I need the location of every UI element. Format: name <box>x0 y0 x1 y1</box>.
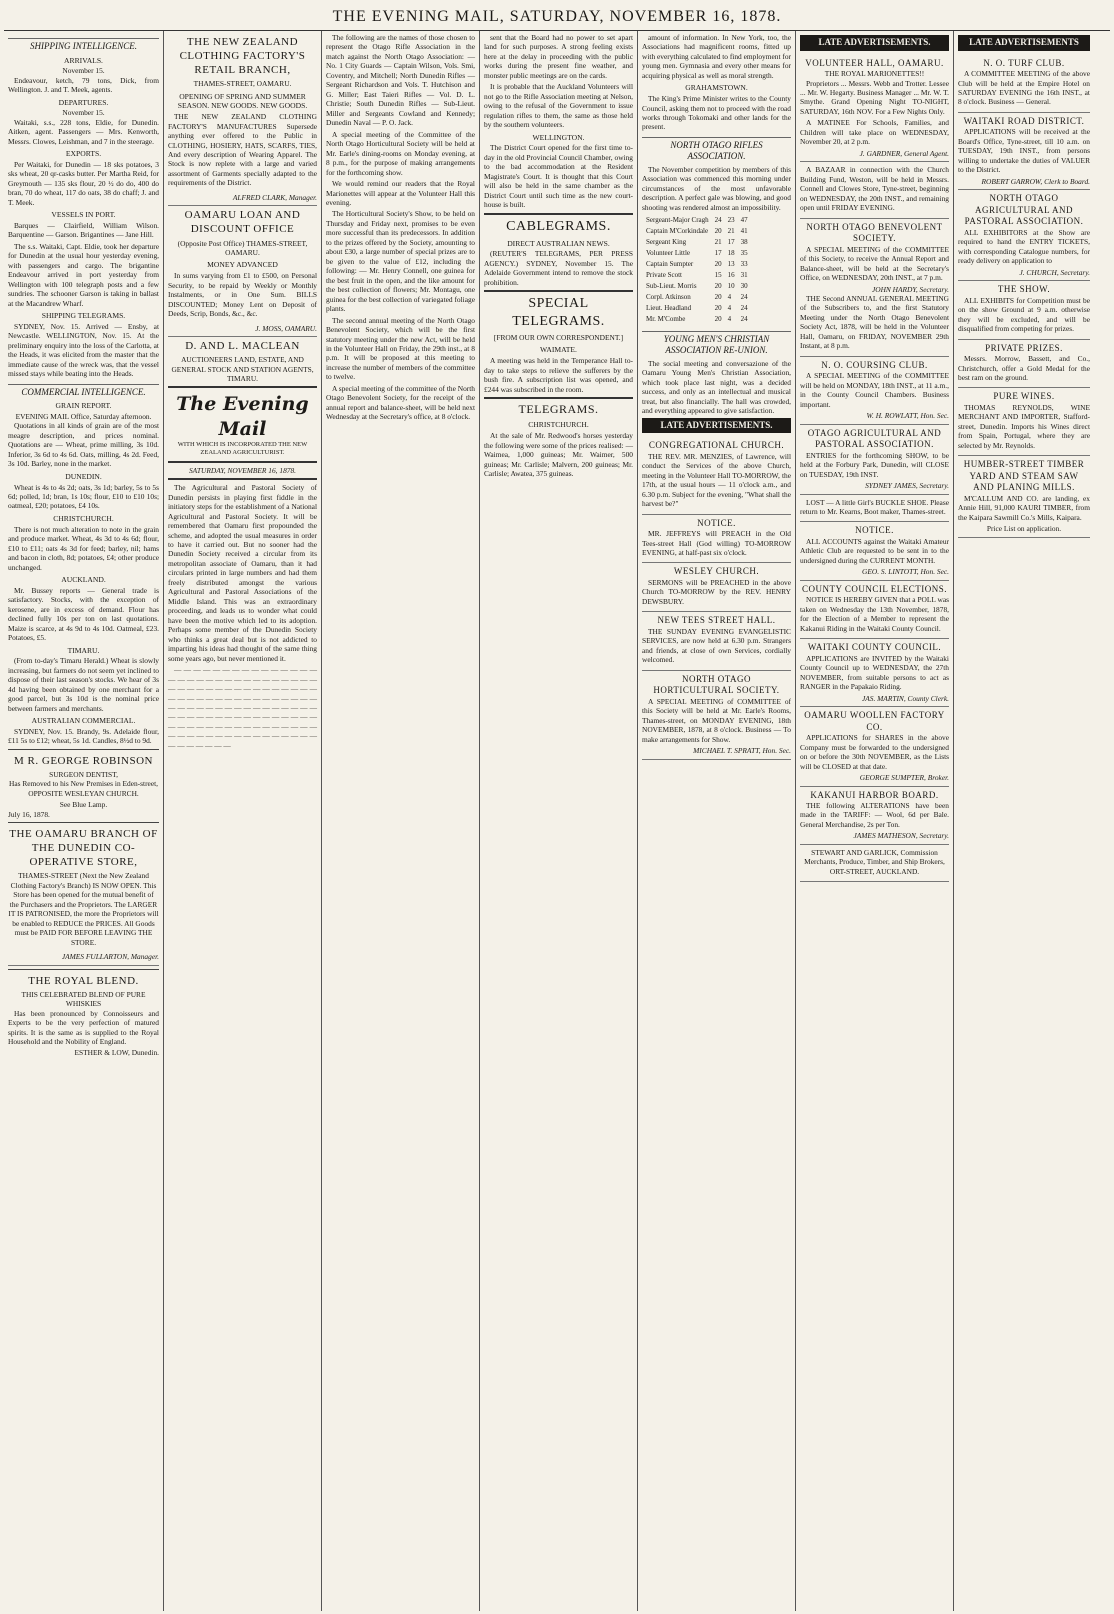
column-2 <box>164 31 322 1611</box>
robinson-sub: SURGEON DENTIST, <box>49 769 118 779</box>
score-cell-b: 10 <box>727 282 735 291</box>
wellington-heading: WELLINGTON. <box>532 132 585 142</box>
christchurch-telegram-heading: CHRISTCHURCH. <box>528 420 589 430</box>
benevolent-meeting-text: THE Second ANNUAL GENERAL MEETING of the Subscribers to, and the first Statutory Meeting under the North Otago Benevolent Society Act, 1878, will be held in the Volunteer Hall, Oamaru, on FRIDAY, NOVEMBER 29th Instant, at 8 p.m. <box>800 293 949 351</box>
score-cell-a: 20 <box>714 303 722 312</box>
waimate-heading: WAIMATE. <box>540 345 577 355</box>
col4-paragraph-1: sent that the Board had no power to set apart land for such purposes. A strong feeling exists here at the delay in proceeding with the public works during the present fine weather, and monster public meetings are on the cards. <box>484 33 633 80</box>
departures-heading: DEPARTURES. <box>58 97 109 107</box>
score-cell-a: 24 <box>714 216 722 225</box>
vessels-text: Barques — Clairfield, William Wilson. Barquentine — Garson. Brigantines — Jane Hill. <box>8 221 159 240</box>
road-heading: WAITAKI ROAD DISTRICT. <box>963 115 1085 126</box>
coop-text: THAMES-STREET (Next the New Zealand Clothing Factory's Branch) IS NOW OPEN. This Store has been opened for the mutual benefit of the Purchasers and the Proprietors. The LARGER IT IS PATRONISED, the more the Proprietors will be enabled to REDUCE the PRICES. All Goods must be PAID FOR BEFORE LEAVING THE STORE. <box>8 871 159 947</box>
horticultural-sign: MICHAEL T. SPRATT, Hon. Sec. <box>693 746 791 756</box>
lost-text: LOST — A little Girl's BUCKLE SHOE. Please return to Mr. Kearns, Boot maker, Thames-street. <box>800 497 949 517</box>
prizes-heading: PRIVATE PRIZES. <box>985 342 1063 353</box>
score-cell-b: 4 <box>727 314 732 323</box>
christchurch-telegram-text: At the sale of Mr. Redwood's horses yesterday the following were some of the prices realised: — Waimea, 1,000 guineas; Mr. Waimer, 500 guineas; Mr. Carlisle; Malvern, 200 guineas; Mr. Carlisle; Awatea, 375 guineas. <box>484 431 633 479</box>
shipping-heading: SHIPPING INTELLIGENCE. <box>8 38 159 53</box>
score-cell-b: 21 <box>727 227 735 236</box>
col3-paragraph-3: We would remind our readers that the Royal Marionettes will appear at the Volunteer Hall this evening. <box>326 179 475 207</box>
score-cell-c: 24 <box>740 292 748 301</box>
score-cell-a: 17 <box>714 249 722 258</box>
rifles-text: The November competition by members of this Association was commenced this morning under circumstances of the most unfavorable description. A perfect gale was blowing, and good shooting was rendered almost an impossibility. <box>642 164 791 212</box>
nz-clothing-text: THE NEW ZEALAND CLOTHING FACTORY'S MANUFACTURES Supersede anything ever offered to the Public in CLOTHING, HOSIERY, HATS, SCARFS, TIES, And every description of Wearing Apparel. The Stock is now replete with a large and varied assortment of Garments specially adapted to the requirements of the District. <box>168 112 317 188</box>
column-1 <box>4 31 164 1611</box>
marionettes-heading: THE ROYAL MARIONETTES!! <box>824 69 925 79</box>
blend-heading: THE ROYAL BLEND. <box>28 974 139 987</box>
show-text: ALL EXHIBITS for Competition must be on the show Ground at 9 a.m. otherwise they will be excluded, and will be disqualified from competing for prizes. <box>958 295 1090 334</box>
score-cell-c: 47 <box>740 216 748 225</box>
vessels-heading: VESSELS IN PORT. <box>51 210 116 220</box>
matinee-text: A MATINEE For Schools, Families, and Children will take place on WEDNESDAY, November 20, at 2 p.m. <box>800 118 949 147</box>
harbour-sign: JAMES MATHESON, Secretary. <box>853 831 949 841</box>
marionettes-sign: J. GARDNER, General Agent. <box>859 148 949 158</box>
timaru-text: (From to-day's Timaru Herald.) Wheat is slowly increasing, but farmers do not seem yet inclined to dispose of their last season's stocks. We hear of 3s 4d having been obtained by one merchant for a good parcel, but 3s 10d is the nominal price between farmers and merchants. <box>8 656 159 713</box>
late-ads-heading-col6: LATE ADVERTISEMENTS. <box>800 35 949 51</box>
waitaki-council-heading: WAITAKI COUNTY COUNCIL. <box>807 642 942 653</box>
wines-text: THOMAS REYNOLDS, WINE MERCHANT AND IMPORTER, Stafford-street, Dunedin. Imports his Wines direct from Spain, Portugal, where they are selected by Mr. Reynolds. <box>958 402 1090 450</box>
score-row <box>644 315 750 324</box>
columns <box>4 31 1110 1611</box>
score-cell-name: Captain Sumpter <box>646 260 694 269</box>
harbour-heading: KAKANUI HARBOR BOARD. <box>810 789 939 800</box>
cablegrams-sub: DIRECT AUSTRALIAN NEWS. <box>507 238 610 248</box>
column-6 <box>796 31 954 1611</box>
rifles-score-table <box>642 214 752 326</box>
special-telegrams-sub: [FROM OUR OWN CORRESPONDENT.] <box>493 333 624 342</box>
nz-clothing-sub: THAMES-STREET, OAMARU. <box>193 79 292 89</box>
masthead: THE EVENING MAIL, SATURDAY, NOVEMBER 16, 1878. <box>4 6 1110 31</box>
timaru-heading: TIMARU. <box>67 645 100 655</box>
exports-text: Per Waitaki, for Dunedin — 18 sks potatoes, 3 sks wheat, 20 qr-casks butter. Per Martha Reid, for Greymouth — 135 sks flour, 20 ½ do do, 400 do bran, 70 do wheat, 117 do oats, 38 do chaff; J. and T. Meek. <box>8 159 159 207</box>
late-ads-heading-col7: LATE ADVERTISEMENTS <box>958 35 1090 51</box>
loan-heading: OAMARU LOAN AND DISCOUNT OFFICE <box>184 209 301 236</box>
score-row <box>644 238 750 247</box>
editorial-continued: — — — — — — — — — — — — — — — — — — — — — — — — — — — — — — — — — — — — — — — — — — — — — — — — — — — — — — — — — — — — — — — — — — — — — — — — — — — — — — — — — — — — — — — — — — — — — — — — — — — — — — — — — — — — — — — — — — — — — — — — — — — — — — — — — — — — — — <box>168 665 317 750</box>
grain-sub: EVENING MAIL Office, Saturday afternoon. <box>15 412 152 421</box>
notice-text-col6: ALL ACCOUNTS against the Waitaki Amateur Athletic Club are requested to be sent in to the undersigned during the CURRENT MONTH. <box>800 537 949 565</box>
notice-heading-col5: NOTICE. <box>697 517 736 528</box>
vessels-note: The s.s. Waitaki, Capt. Eldie, took her departure for Dunedin at the usual hour yesterday evening, with passengers and cargo. The brigantine Endeavour arrived in port yesterday from Wellington with 100 telegraph posts and a few sundries. The schooner Garson is taking in ballast at the Macandrew Wharf. <box>8 241 159 308</box>
shipping-telegrams-text: SYDNEY, Nov. 15. Arrived — Ensby, at Newcastle. WELLINGTON, Nov. 15. At the preliminary enquiry into the loss of the Carlotta, at the Heads, it was elicited from the master that the immediate cause of the wreck was, that the vessel missed stays while beating into the Heads. <box>8 321 159 379</box>
column-5 <box>638 31 796 1611</box>
coop-sign: JAMES FULLARTON, Manager. <box>61 952 159 962</box>
county-elections-text: NOTICE IS HEREBY GIVEN that a POLL was taken on Wednesday the 13th November, 1878, for the Election of a Member to represent the Kakanui Riding in the Waitaki County Council. <box>800 595 949 633</box>
otago-ag-sign: SYDNEY JAMES, Secretary. <box>865 481 949 491</box>
score-cell-a: 20 <box>714 292 722 301</box>
departures-text: Waitaki, s.s., 228 tons, Eldie, for Dunedin. Aitken, agent. Passengers — Mrs. Kenworth, Messrs. Clowes, Leishman, and 7 in the steerage. <box>8 117 159 146</box>
score-row <box>644 304 750 313</box>
harbour-text: THE following ALTERATIONS have been made in the TARIFF: — Wool, 6d per Bale. General Merchandise, 2s per Ton. <box>800 801 949 829</box>
notice-text-col5: MR. JEFFREYS will PREACH in the Old Tees-street Hall (God willing) TO-MORROW EVENING, at half-past six o'clock. <box>642 529 791 557</box>
telegrams-heading: TELEGRAMS. <box>518 402 599 417</box>
rifles-heading: NORTH OTAGO RIFLES ASSOCIATION. <box>642 137 791 163</box>
robinson-note: See Blue Lamp. <box>59 800 108 810</box>
county-elections-heading: COUNTY COUNCIL ELECTIONS. <box>801 583 948 594</box>
commercial-heading: COMMERCIAL INTELLIGENCE. <box>8 384 159 399</box>
score-cell-name: Sub-Lieut. Morris <box>646 282 697 291</box>
cablegrams-heading: CABLEGRAMS. <box>506 218 611 234</box>
congregational-heading: CONGREGATIONAL CHURCH. <box>648 440 785 451</box>
waitaki-council-sign: JAS. MARTIN, County Clerk. <box>861 693 949 703</box>
nz-clothing-heading: THE NEW ZEALAND CLOTHING FACTORY'S RETAIL BRANCH, <box>179 36 306 77</box>
grahamstown-text: The King's Prime Minister writes to the County Council, asking them not to proceed with the road works through Tokomaki and other lands for the present. <box>642 94 791 132</box>
timber-end: Price List on application. <box>986 524 1062 534</box>
australian-heading: AUSTRALIAN COMMERCIAL. <box>31 716 136 726</box>
turf-heading: N. O. TURF CLUB. <box>983 57 1065 68</box>
score-row <box>644 249 750 258</box>
pastoral-heading: NORTH OTAGO AGRICULTURAL AND PASTORAL ASSOCIATION. <box>964 193 1084 227</box>
prizes-text: Messrs. Morrow, Bassett, and Co., Christchurch, offer a Gold Medal for the best ram on the ground. <box>958 354 1090 382</box>
score-row <box>644 282 750 291</box>
woollen-text: APPLICATIONS for SHARES in the above Company must be forwarded to the undersigned on or before the 30th NOVEMBER, as the Lists will be CLOSED at that date. <box>800 733 949 771</box>
auckland-heading: AUCKLAND. <box>61 575 106 584</box>
ymca-heading: YOUNG MEN'S CHRISTIAN ASSOCIATION RE-UNION. <box>642 331 791 357</box>
score-cell-b: 13 <box>727 260 735 269</box>
column-4 <box>480 31 638 1611</box>
waitaki-council-text: APPLICATIONS are INVITED by the Waitaki County Council up to WEDNESDAY, the 27th NOVEMBER, from suitable persons to act as RANGER in the Papakaio Riding. <box>800 653 949 692</box>
departures-date: November 15. <box>62 108 105 118</box>
score-cell-a: 15 <box>714 271 722 280</box>
wesley-text: SERMONS will be PREACHED in the above Church TO-MORROW by the REV. HENRY DEWSBURY. <box>642 577 791 606</box>
christchurch-text: There is not much alteration to note in the grain and produce market. Wheat, 4s 3d to 4s 6d; flour, £10 to £11; oats 4s 3d for feed; barley, nil; hams and bacon in cloth, 8d; potatoes, £4; other produce unchanged. <box>8 524 159 572</box>
arrivals-heading: ARRIVALS. <box>64 55 103 65</box>
score-cell-name: Sergeant-Major Cragh <box>646 216 709 225</box>
notice-sign-col6: GEO. S. LINTOTT, Hon. Sec. <box>862 567 949 577</box>
pastoral-sign: J. CHURCH, Secretary. <box>1019 267 1090 277</box>
score-cell-a: 20 <box>714 282 722 291</box>
notice-heading-col6: NOTICE. <box>855 525 894 536</box>
pastoral-text: ALL EXHIBITORS at the Show are required to hand the ENTRY TICKETS, with corresponding Catalogue numbers, for ready delivery on application to <box>958 227 1090 266</box>
stewart-text: STEWART AND GARLICK, Commission Merchants, Produce, Timber, and Ship Brokers, ORT-STREET, AUCKLAND. <box>804 847 945 876</box>
waimate-text: A meeting was held in the Temperance Hall to-day to take steps to relieve the sufferers by the bush fire. A subscription list was opened, and £244 was subscribed in the room. <box>484 356 633 394</box>
score-cell-b: 17 <box>727 238 735 247</box>
wesley-heading: WESLEY CHURCH. <box>673 566 760 577</box>
score-cell-name: Lieut. Headland <box>646 303 692 312</box>
score-cell-b: 4 <box>727 303 732 312</box>
benevolent-heading: NORTH OTAGO BENEVOLENT SOCIETY. <box>806 221 943 244</box>
road-text: APPLICATIONS will be received at the Board's Office, Tyne-street, till 10 a.m. on TUESDAY, 19th INST., from persons willing to undertake the duties of VALUER to the District. <box>958 127 1090 175</box>
grain-text: Quotations in all kinds of grain are of the most meagre description, and prices nominal. Quotations are — Wheat, prime milling, 3s 10d. Inferior, 3s 6d to 4s 6d. Oats, milling, 4s 2d. Feed, 3s 10d. Barley, none in the market. <box>8 421 159 469</box>
volunteer-hall-heading: VOLUNTEER HALL, OAMARU. <box>805 57 944 68</box>
turf-text: A COMMITTEE MEETING of the above Club will be held at the Empire Hotel on SATURDAY EVENING the 16th INST., at 8 o'clock. Business — General. <box>958 69 1090 107</box>
score-cell-a: 20 <box>714 260 722 269</box>
blend-sub: THIS CELEBRATED BLEND OF PURE WHISKIES <box>21 989 146 1009</box>
woollen-heading: OAMARU WOOLLEN FACTORY CO. <box>804 710 945 732</box>
otago-ag-heading: OTAGO AGRICULTURAL AND PASTORAL ASSOCIATION. <box>807 427 942 450</box>
score-cell-c: 33 <box>740 260 748 269</box>
paper-subtitle: WITH WHICH IS INCORPORATED THE NEW ZEALAND AGRICULTURIST. <box>177 441 308 457</box>
tees-heading: NEW TEES STREET HALL. <box>657 615 776 626</box>
loan-sign: J. MOSS, OAMARU. <box>255 323 317 333</box>
grahamstown-heading: GRAHAMSTOWN. <box>685 83 748 93</box>
score-cell-c: 38 <box>740 238 748 247</box>
score-cell-a: 20 <box>714 227 722 236</box>
bazaar-text: A BAZAAR in connection with the Church Building Fund, Weston, will be held in Messrs. Connell and Clowes Store, Tyne-street, beginning on WEDNESDAY, the 20th INST., and remaining open until FRIDAY EVENING. <box>800 165 949 213</box>
score-cell-a: 21 <box>714 238 722 247</box>
loan-text: In sums varying from £1 to £500, on Personal Security, to be repaid by Weekly or Monthly Instalments, or in One Sum. BILLS DISCOUNTED; Money Lent on Deposit of Deeds, Scrip, Bonds, &c., &c. <box>168 271 317 319</box>
maclean-text: AUCTIONEERS LAND, ESTATE, AND GENERAL STOCK AND STATION AGENTS, TIMARU. <box>171 355 314 383</box>
maclean-heading: D. AND L. MACLEAN <box>185 339 300 352</box>
arrivals-date: November 15. <box>62 66 105 76</box>
tees-text: THE SUNDAY EVENING EVANGELISTIC SERVICES, are now held at 6.30 p.m. Strangers and friends, at close of own Services, cordially welcomed. <box>642 626 791 665</box>
coursing-sign: W. H. ROWLATT, Hon. Sec. <box>866 411 949 421</box>
col3-paragraph-2: A special meeting of the Committee of the North Otago Horticultural Society will be held at Mr. Earle's dining-rooms on Monday evening, at 8 p.m., for the purpose of making arrangements for the forthcoming show. <box>326 129 475 177</box>
loan-advanced: MONEY ADVANCED <box>207 260 278 270</box>
score-cell-c: 24 <box>740 303 748 312</box>
paper-title: The Evening Mail <box>176 393 309 440</box>
editorial-text: The Agricultural and Pastoral Society of Dunedin persists in playing first fiddle in the initiatory steps for the establishment of a National Agricultural and Pastoral Society. It will be remembered that Oamaru first propounded the scheme, and adopted the usual measures in order to have it carried out. But no sooner had the Dunedin Society received a circular from its metropolitan associate of Oamaru, than it had circulars printed in large numbers and had them freely distributed amongst the various Agricultural and Pastoral Associations of the Middle Island. This was an extraordinary proceeding, and leads us to wonder what could have been the motive which led to its adoption. Perhaps some member of the Dunedin Society who thinks a great deal but is not addicted to imparting his ideas had thought of the same thing some years ago, but never mentioned it. <box>168 483 317 663</box>
paper-date: SATURDAY, NOVEMBER 16, 1878. <box>188 465 297 475</box>
benevolent-text: A SPECIAL MEETING of the COMMITTEE of this Society, to receive the Annual Report and Balance-sheet, will be held at the Secretary's Office, on WEDNESDAY, 20th INST., at 7 p.m. <box>800 244 949 283</box>
late-ads-heading-col5: LATE ADVERTISEMENTS. <box>642 418 791 434</box>
score-cell-name: Corpl. Atkinson <box>646 292 691 301</box>
blend-text: Has been pronounced by Connoisseurs and Experts to be the very perfection of matured spirits. It is the same as is supplied to the Royal Household and the Nobility of England. <box>8 1008 159 1047</box>
shipping-telegrams-heading: SHIPPING TELEGRAMS. <box>41 311 126 321</box>
timber-text: M'CALLUM AND CO. are landing, ex Annie Hill, 91,000 KAURI TIMBER, from the Kaipara Sawmill Co.'s Mills, Kaipara. <box>958 493 1090 522</box>
dunedin-text: Wheat is 4s to 4s 2d; oats, 3s 1d; barley, 5s to 5s 6d; polled, 1d; bran, 1s 10s; flour, £10 to £10 10s; oatmeal, £20; potatoes, £4 10s. <box>8 482 159 511</box>
nz-clothing-season: OPENING OF SPRING AND SUMMER SEASON. NEW GOODS. NEW GOODS. <box>177 91 308 111</box>
australian-text: SYDNEY, Nov. 15. Brandy, 9s. Adelaide flour, £11 5s to £12; wheat, 5s 1d. Candles, 8½d to 9d. <box>8 726 159 746</box>
col5-paragraph-1: amount of information. In New York, too, the Associations had magnificent rooms, fitted up with everything calculated to find employment for young men. Gymnasia and every other means for acquiring physical as well as moral strength. <box>642 33 791 80</box>
ymca-text: The social meeting and conversazione of the Oamaru Young Men's Christian Association, which took place last night, was a decided success, and only as an intellectual and musical treat, but also financially. The hall was crowded, and everything appeared to give satisfaction. <box>642 358 791 416</box>
score-cell-c: 24 <box>740 314 748 323</box>
score-cell-b: 4 <box>727 292 732 301</box>
christchurch-heading: CHRISTCHURCH. <box>53 513 114 523</box>
special-telegrams-heading: SPECIAL TELEGRAMS. <box>512 296 605 330</box>
loan-sub: (Opposite Post Office) THAMES-STREET, OAMARU. <box>177 238 308 257</box>
col3-paragraph-5: The second annual meeting of the North Otago Benevolent Society, which will be the first statutory meeting under the new Act, will be held in the Volunteer Hall on Friday, the 29th inst., at 8 p.m. It will be proposed at this meeting to increase the number of members of the committee to twelve. <box>326 315 475 382</box>
cablegrams-text: (REUTER'S TELEGRAMS, PER PRESS AGENCY.) SYDNEY, November 15. The Adelaide Government intend to remove the stock prohibition. <box>484 249 633 287</box>
score-cell-name: Mr. M'Combe <box>646 314 686 323</box>
timber-heading: HUMBER-STREET TIMBER YARD AND STEAM SAW AND PLANING MILLS. <box>963 459 1085 493</box>
wellington-text: The District Court opened for the first time to-day in the old Provincial Council Chamber, owing to the bad accommodation at the Resident Magistrate's Court. It is thought that this Court will also be held in the same chamber as the District Court until such time as the new court-house is built. <box>484 143 633 210</box>
score-cell-a: 20 <box>714 314 722 323</box>
robinson-text: Has Removed to his New Premises in Eden-street, OPPOSITE WESLEYAN CHURCH. <box>8 779 158 798</box>
score-cell-c: 41 <box>740 227 748 236</box>
auckland-text: Mr. Bussey reports — General trade is satisfactory. Stocks, with the exception of kerosene, are in excess of demand. Flour has declined fully 10s per ton on last quotations. Maize is scarce, at 4s 9d to 4s 10d. Oatmeal, £23. Potatoes, £5. <box>8 585 159 643</box>
column-7 <box>954 31 1094 1611</box>
otago-ag-text: ENTRIES for the forthcoming SHOW, to be held at the Forbury Park, Dunedin, will CLOSE on TUESDAY, 19th INST. <box>800 450 949 479</box>
score-cell-name: Private Scott <box>646 271 682 280</box>
score-row <box>644 271 750 280</box>
nz-clothing-sign: ALFRED CLARK, Manager. <box>232 192 317 202</box>
congregational-text: THE REV. MR. MENZIES, of Lawrence, will conduct the Services of the above Church, meeting in the Volunteer Hall TO-MORROW, the 17th, at the usual hours — 11 o'clock a.m., and 6.30 p.m. Subject for the evening, "What shall the harvest be?" <box>642 451 791 509</box>
score-row <box>644 227 750 236</box>
horticultural-heading: NORTH OTAGO HORTICULTURAL SOCIETY. <box>653 673 780 696</box>
grain-heading: GRAIN REPORT. <box>55 401 112 411</box>
score-cell-b: 16 <box>727 271 735 280</box>
show-heading: THE SHOW. <box>997 284 1051 295</box>
score-cell-c: 35 <box>740 249 748 258</box>
robinson-heading: M R. GEORGE ROBINSON <box>14 754 153 767</box>
col3-paragraph-4: The Horticultural Society's Show, to be held on Thursday and Friday next, promises to be even more successful than its predecessors. In addition to the prizes offered by the Society, amounting to about £30, a large number of special prizes are to be given to the value of £12, including the following: — Mr. Henry Connell, one guinea for the best fruit in the open, and the like amount for the best collection of flowers; Mr. Montagu, one guinea for the best collection of variegated foliage plants. <box>326 209 475 314</box>
exports-heading: EXPORTS. <box>65 149 102 159</box>
road-sign: ROBERT GARROW, Clerk to Board. <box>981 176 1090 186</box>
score-row <box>644 260 750 269</box>
coop-heading: THE OAMARU BRANCH OF THE DUNEDIN CO-OPERATIVE STORE, <box>9 828 158 869</box>
col4-paragraph-2: It is probable that the Auckland Volunteers will not go to the Rifle Association meeting at Nelson, owing to the refusal of the Government to issue regulation rifles to them, the same as those held by the southern volunteers. <box>484 82 633 130</box>
marionettes-text: Proprietors ... Messrs. Webb and Trotter. Lessee ... Mr. W. Hegarty. Business Manager ... Mr. W. T. Smythe. Grand Opening Night TO-NIGHT, SATURDAY, 16th NOV. For a Few Nights Only. <box>800 78 949 116</box>
score-cell-name: Captain M'Corkindale <box>646 227 709 236</box>
score-cell-c: 31 <box>740 271 748 280</box>
col3-paragraph-1: The following are the names of those chosen to represent the Otago Rifle Association in the match against the North Otago Association: — No. 1 City Guards — Captain Wilson, Vols. Smi, Coventry, and Mitchell; North Dunedin Rifles — Sergeant Richardson and Vols. T. Hutchison and G. Miller; East Taieri Rifles — Vol. D. L. Christie; South Dunedin Rifles — Sub-Lieut. Miller and Sergeants Cowland and Kennedy; Dunedin Naval — P. O. Jack. <box>326 33 475 128</box>
score-cell-c: 30 <box>740 282 748 291</box>
coursing-heading: N. O. COURSING CLUB. <box>821 359 928 370</box>
robinson-date: July 16, 1878. <box>8 809 50 819</box>
col3-paragraph-6: A special meeting of the committee of the North Otago Benevolent Society, for the receipt of the annual report and balance-sheet, will be held next Wednesday at the Secretary's office, at 8 o'clock. <box>326 383 475 422</box>
score-row <box>644 216 750 225</box>
score-cell-name: Sergeant King <box>646 238 687 247</box>
horticultural-text: A SPECIAL MEETING of COMMITTEE of this Society will be held at Mr. Earle's Rooms, Thames-street, on MONDAY EVENING, 18th NOVEMBER, 1878, at 8 o'clock. Business — To make arrangements for Show. <box>642 696 791 744</box>
score-cell-b: 18 <box>727 249 735 258</box>
score-cell-b: 23 <box>727 216 735 225</box>
arrivals-text: Endeavour, ketch, 79 tons, Dick, from Wellington. J. and T. Meek, agents. <box>8 75 159 95</box>
coursing-text: A SPECIAL MEETING of the COMMITTEE will be held on MONDAY, 18th INST., at 11 a.m., in the County Council Chambers. Business important. <box>800 371 949 409</box>
dunedin-heading: DUNEDIN. <box>65 471 102 481</box>
wines-heading: PURE WINES. <box>993 391 1055 402</box>
woollen-sign: GEORGE SUMPTER, Broker. <box>859 773 949 783</box>
column-3 <box>322 31 480 1611</box>
blend-sign: ESTHER & LOW, Dunedin. <box>74 1048 159 1058</box>
score-cell-name: Volunteer Little <box>646 249 690 258</box>
score-row <box>644 293 750 302</box>
benevolent-sign: JOHN HARDY, Secretary. <box>871 284 949 294</box>
